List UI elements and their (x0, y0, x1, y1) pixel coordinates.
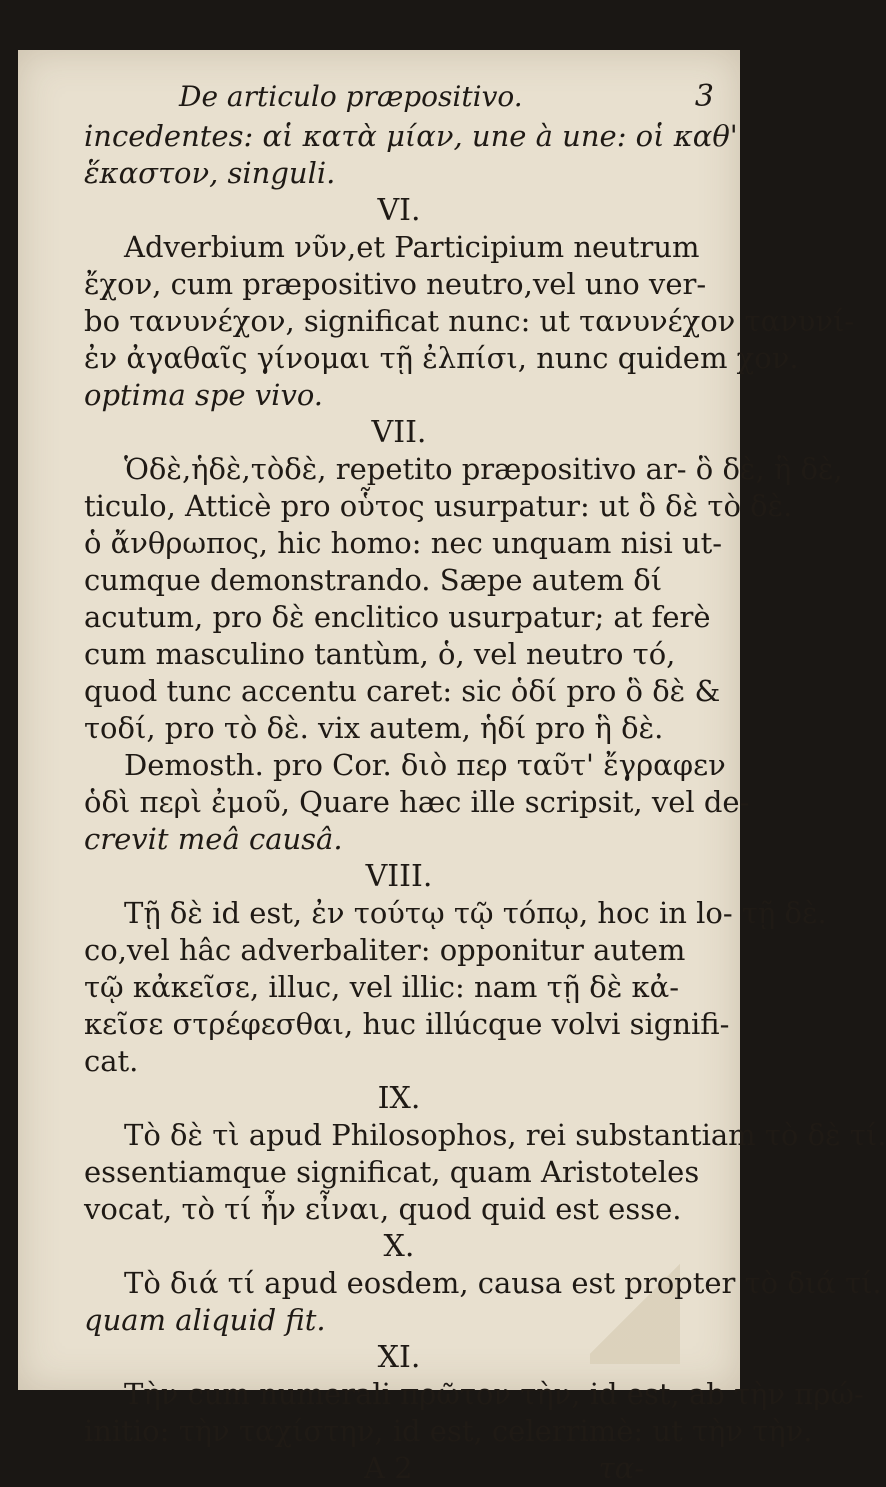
section-heading: IX. (377, 1081, 421, 1116)
section-heading: XI. (377, 1340, 421, 1375)
text-line: cat. (84, 1044, 139, 1078)
text-line: crevit meâ causâ. (84, 822, 343, 856)
section-heading: X. (383, 1229, 415, 1264)
signature-mark: A 2 (364, 1451, 413, 1485)
text-line: Ὁδὲ,ἡδὲ,τὸδὲ, repetito præpositivo ar- ὃ δὲ, ἣ δὲ, (124, 452, 843, 486)
text-line: essentiamque significat, quam Aristoteles (84, 1155, 700, 1189)
text-line: ἐν ἀγαθαῖς γίνομαι τῇ ἐλπίσι, nunc quidem χον. (84, 341, 799, 375)
text-line: Τὸ δὲ τὶ apud Philosophos, rei substantiam τὸ δὲ τί. (124, 1118, 886, 1152)
text-line: ἕκαστον, singuli. (84, 156, 336, 190)
text-line: ὁδὶ περὶ ἐμοῦ, Quare hæc ille scripsit, vel de- (84, 785, 750, 819)
text-line: τῷ κἀκεῖσε, illuc, vel illic: nam τῇ δὲ κἀ- (84, 970, 680, 1004)
text-line: acutum, pro δὲ enclitico usurpatur; at ferè (84, 600, 711, 634)
text-line: ὁ ἄνθρωπος, hic homo: nec unquam nisi ut- (84, 526, 723, 560)
text-line: quam aliquid fit. (84, 1303, 326, 1337)
text-line: ἔχον, cum præpositivo neutro,vel uno ver- (84, 267, 707, 301)
text-line: Adverbium νῦν,et Participium neutrum (124, 230, 700, 264)
text-line: initio: τὴν ταχίστην, id est, celerrimè: ut τὴν τὴν. (84, 1414, 813, 1448)
page-header (84, 78, 714, 118)
section-heading: VII. (371, 415, 427, 450)
text-line: vocat, τὸ τί ἦν εἶναι, quod quid est esse. (84, 1192, 682, 1226)
section-heading: VI. (377, 193, 421, 228)
text-line: κεῖσε στρέφεσθαι, huc illúcque volvi signifi- (84, 1007, 730, 1041)
page-text-block (84, 78, 886, 1487)
text-line: Τὸ διά τί apud eosdem, causa est propter τὸ διά τί. (124, 1266, 882, 1300)
catchword: τα- (598, 1451, 644, 1485)
body-lines (84, 118, 886, 1450)
running-head: De articulo præpositivo. (179, 80, 523, 113)
page-number: 3 (694, 79, 714, 114)
text-line: optima spe vivo. (84, 378, 323, 412)
text-line: τοδί, pro τὸ δὲ. vix autem, ἡδί pro ἣ δὲ. (84, 711, 664, 745)
text-line: Τῇ δὲ id est, ἐν τούτῳ τῷ τόπῳ, hoc in lo- τῇ δὲ. (124, 896, 827, 930)
section-heading: VIII. (365, 859, 433, 894)
text-line: cum masculino tantùm, ὁ, vel neutro τό, (84, 637, 676, 671)
text-line: bo τανυνέχον, significat nunc: ut τανυνέχον τανυνί- (84, 304, 855, 338)
text-line: ticulo, Atticè pro οὗτος usurpatur: ut ὃ δὲ τὸ δὲ. (84, 489, 793, 523)
text-line: cumque demonstrando. Sæpe autem δί (84, 563, 663, 597)
text-line: quod tunc accentu caret: sic ὁδί pro ὃ δὲ & (84, 674, 721, 708)
text-line: incedentes: αἱ κατὰ μίαν, une à une: οἱ καθ' (84, 119, 738, 153)
text-line: Demosth. pro Cor. διὸ περ ταῦτ' ἔγραφεν (124, 748, 726, 782)
text-line: co,vel hâc adverbaliter: opponitur autem (84, 933, 686, 967)
page-footer (84, 1450, 714, 1487)
text-line: Τὴν cum numerali πρῶτον τὴν, id est, ab τὴν πρώ- (124, 1377, 864, 1411)
